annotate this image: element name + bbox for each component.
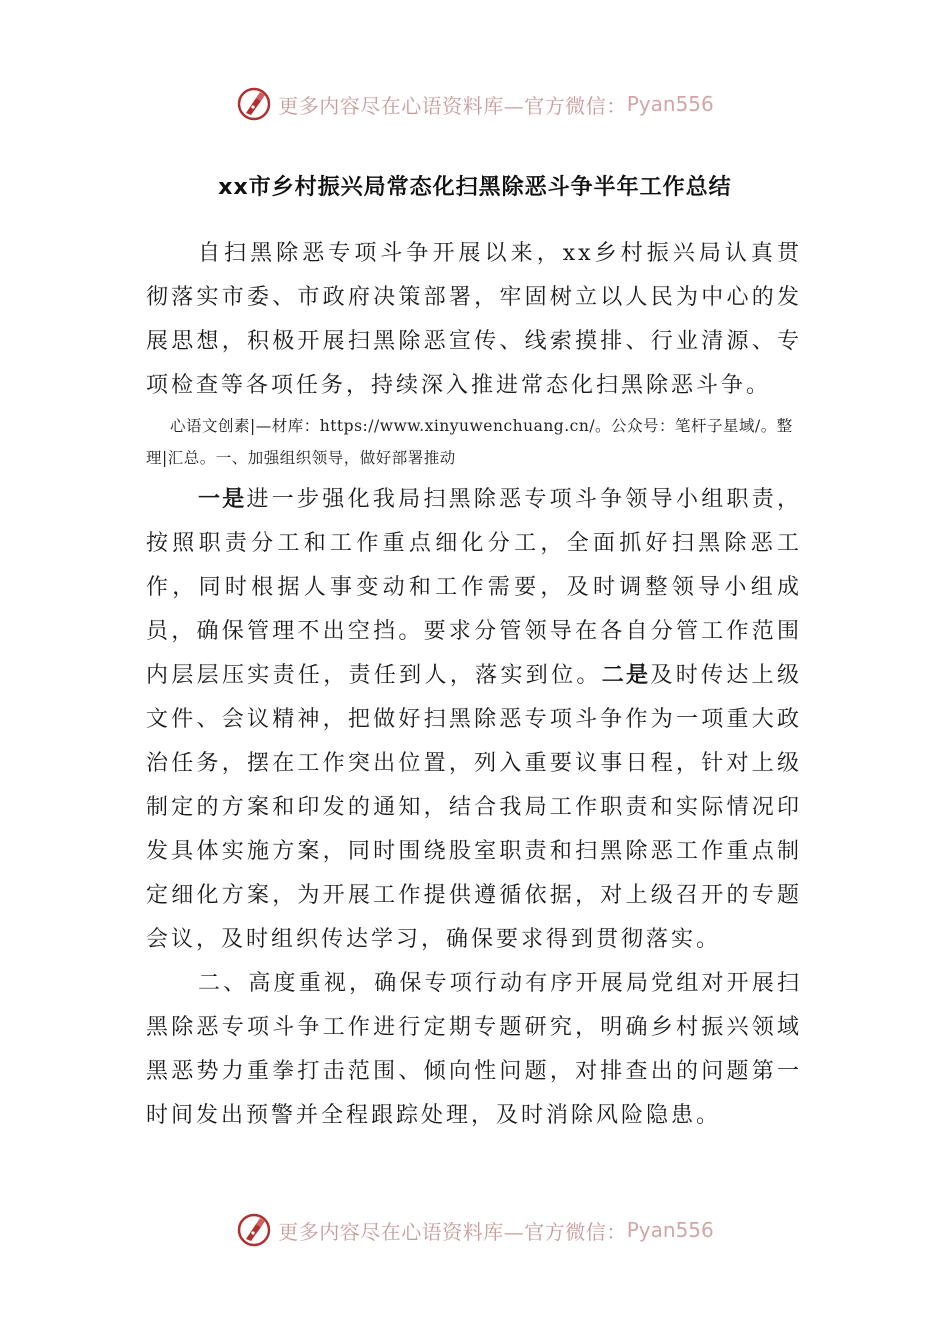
banner-wechat-id: Pyan556 [626,92,714,116]
banner-text: 更多内容尽在心语资料库—官方微信： [278,93,627,118]
lead-one: 一是 [198,487,247,512]
section-one-text-a: 进一步强化我局扫黑除恶专项斗争领导小组职责，按照职责分工和工作重点细化分工，全面抓好扫黑除恶工作，同时根据人事变动和工作需要，及时调整领导小组成员，确保管理不出空挡。要求分管领导在各自分管工作范围内层层压实责任，责任到人，落实到位。 [146,487,802,688]
lead-two: 二是 [601,663,651,688]
banner-wechat-id: Pyan556 [626,1218,714,1242]
intro-paragraph: 自扫黑除恶专项斗争开展以来，xx乡村振兴局认真贯彻落实市委、市政府决策部署，牢固树立以人民为中心的发展思想，积极开展扫黑除恶宣传、线索摸排、行业清源、专项检查等各项任务，持续深入推进常态化扫黑除恶斗争。 [146,241,802,398]
section-two-paragraph: 二、高度重视，确保专项行动有序开展局党组对开展扫黑除恶专项斗争工作进行定期专题研究，明确乡村振兴领域黑恶势力重拳打击范围、倾向性问题，对排查出的问题第一时间发出预警并全程跟踪处理，及时消除风险隐患。 [146,971,802,1128]
footer-banner [0,1208,950,1252]
pen-nib-circle-icon [236,1212,272,1248]
document-title: xx市乡村振兴局常态化扫黑除恶斗争半年工作总结 [218,175,732,200]
header-banner [0,82,950,126]
banner-text: 更多内容尽在心语资料库—官方微信： [278,1219,627,1244]
document-body [146,232,802,1138]
pen-nib-circle-icon [236,86,272,122]
section-one-paragraph [146,478,802,962]
section-one-text-b: 及时传达上级文件、会议精神，把做好扫黑除恶专项斗争作为一项重大政治任务，摆在工作突出位置，列入重要议事日程，针对上级制定的方案和印发的通知，结合我局工作职责和实际情况印发具体实施方案，同时围绕股室职责和扫黑除恶工作重点制定细化方案，为开展工作提供遵循依据，对上级召开的专题会议，及时组织传达学习，确保要求得到贯彻落实。 [146,663,802,952]
source-note: 心语文创素|—材库：https://www.xinyuwenchuang.cn/。公众号：笔杆子星域/。整理|汇总。一、加强组织领导，做好部署推动 [146,417,793,467]
